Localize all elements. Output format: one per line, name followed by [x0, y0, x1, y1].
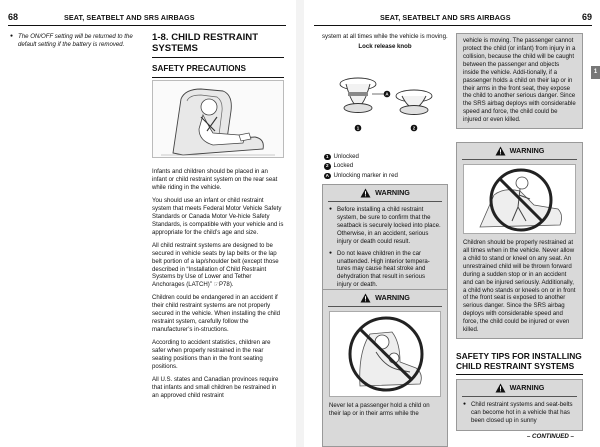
right-page	[304, 0, 600, 447]
warning-bullet: ● Do not leave children in the car unattended. High interior tempera-tures may cause heat stroke and dehydration that result in serious injury or death.	[329, 250, 441, 290]
warning-box	[322, 184, 448, 298]
note-list	[10, 33, 140, 49]
warning-triangle-icon	[360, 188, 371, 198]
svg-text:A: A	[385, 91, 389, 97]
child-seat-figure	[152, 80, 284, 158]
lap-child-figure	[329, 311, 441, 397]
no-standing-child-illustration	[464, 165, 578, 234]
note-bullet: ● The ON/OFF setting will be returned to the default setting if the battery is removed.	[10, 33, 140, 49]
legend-text: Unlocking marker in red	[333, 171, 398, 179]
warning-box	[456, 379, 583, 431]
section-title: 1-8. CHILD RESTRAINT SYSTEMS	[152, 33, 284, 58]
warning-triangle-icon	[495, 383, 506, 393]
warning-triangle-icon	[360, 293, 371, 303]
warning-header	[328, 185, 442, 202]
warning-continuation-box	[456, 33, 583, 129]
note-column	[10, 33, 140, 53]
warning-label: WARNING	[509, 383, 545, 393]
warning-body	[323, 400, 447, 422]
warning-label: WARNING	[375, 293, 410, 303]
page-gutter	[296, 0, 304, 447]
section-tab: 1	[591, 66, 600, 79]
left-page	[0, 0, 296, 447]
paragraph: According to accident statistics, children are safer when properly restrained in the rear seating positions than in the front seating positions.	[152, 339, 271, 371]
legend-marker: 1	[325, 153, 329, 159]
warning-box	[456, 142, 583, 339]
warning-bullet: ● Before installing a child restraint system, be sure to confirm that the seatback is securely locked into place. Otherwise, in an accident, serious injury or death could result.	[329, 206, 441, 246]
lock-knob-figure	[322, 58, 448, 138]
safety-tips-heading	[456, 352, 583, 375]
paragraph: Infants and children should be placed in an infant or child restraint system on the rear seat while riding in the vehicle.	[152, 168, 278, 191]
legend-row	[324, 172, 448, 180]
warning-list	[329, 206, 441, 289]
precaution-paragraphs	[152, 168, 284, 405]
warning-continued-text: vehicle is moving. The passenger cannot protect the child (or infant) from injury in a collision, because the child will be caught between the passenger and objects inside the vehicle. Addi-tionally, if a passenger holds a child on their lap or in their arms in the front seat, they expose the child to another serious danger. Since the SRS airbag deploys with considerable speed and force, the child could be injured or even killed.	[463, 37, 576, 124]
safety-tips-title: SAFETY TIPS FOR INSTALLING CHILD RESTRAINT SYSTEMS	[456, 352, 583, 375]
legend-text: Unlocked	[333, 153, 359, 160]
child-seat-illustration	[153, 81, 284, 158]
warning-body	[323, 202, 447, 297]
warning-body	[457, 237, 582, 338]
left-page-header	[8, 12, 286, 26]
warning-label: WARNING	[375, 188, 410, 198]
warning-list	[463, 401, 576, 425]
header-title: SEAT, SEATBELT AND SRS AIRBAGS	[64, 13, 195, 22]
paragraph: Children could be endangered in an accident if their child restraint systems are not properly secured in the vehicle. When installing the child restraint system, carefully follow the manufacturer’s in-structions.	[152, 294, 281, 334]
legend-row	[324, 162, 448, 170]
legend-marker: A	[325, 172, 329, 178]
warning-box	[322, 289, 448, 447]
warning-header	[328, 290, 442, 307]
paragraph: All child restraint systems are designed to be secured in vehicle seats by lap belts or the lap belt portion of a lap/shoulder belt (except those described in “Installation of Child Restraint Systems by Use of Lower and Tether Anchorages (LATCH)” ☞P78).	[152, 241, 279, 289]
paragraph: You should use an infant or child restraint system that meets Federal Motor Vehicle Safety Standards or Canada Motor Ve-hicle Safety Standards, is compatible with your vehicle and is appropriate for the child’s age and size.	[152, 196, 284, 236]
figure-caption: Never let a passenger hold a child on their lap or in their arms while the	[329, 402, 430, 417]
svg-text:1: 1	[356, 125, 360, 131]
warning-header	[462, 380, 577, 397]
warning-header	[462, 143, 577, 160]
legend-text: Locked	[333, 162, 354, 170]
subsection-title: SAFETY PRECAUTIONS	[152, 64, 284, 77]
page-number: 68	[8, 12, 19, 22]
lock-knob-illustration	[322, 58, 448, 138]
knob-column	[322, 33, 448, 51]
legend-row	[324, 153, 448, 161]
knob-legend	[324, 153, 448, 181]
warning-triangle-icon	[495, 146, 506, 156]
continued-text: system at all times while the vehicle is moving.	[322, 33, 448, 40]
header-title: SEAT, SEATBELT AND SRS AIRBAGS	[380, 13, 511, 22]
right-page-header	[314, 12, 592, 26]
section-heading-block	[152, 33, 284, 78]
standing-child-figure	[463, 164, 576, 234]
paragraph: All U.S. states and Canadian provinces require that infants and small children be restrained in an approved child restraint	[152, 376, 279, 399]
warning2-text: Children should be properly restrained at all times when in the vehicle. Never allow a child to stand or kneel on any seat. An unrestrained child will be thrown forward during a sudden stop or in an accident and can be injured seriously. Additionally, a child who stands or kneels on or in front of the front seat is exposed to another serious danger. Since the SRS airbag deploys with considerable speed and force, the child could be injured or even killed.	[463, 239, 576, 334]
no-lap-child-illustration	[330, 312, 443, 397]
legend-marker: 2	[325, 163, 329, 169]
warning-label: WARNING	[509, 146, 545, 156]
svg-text:2: 2	[412, 125, 416, 131]
page-number: 69	[581, 12, 592, 22]
warning-body	[457, 397, 582, 433]
warning-bullet: ● Child restraint systems and seat-belts can become hot in a vehicle that has been closed up in sunny	[463, 401, 576, 425]
continued-marker: – CONTINUED –	[526, 432, 574, 440]
knob-label: Lock release knob	[358, 42, 412, 50]
